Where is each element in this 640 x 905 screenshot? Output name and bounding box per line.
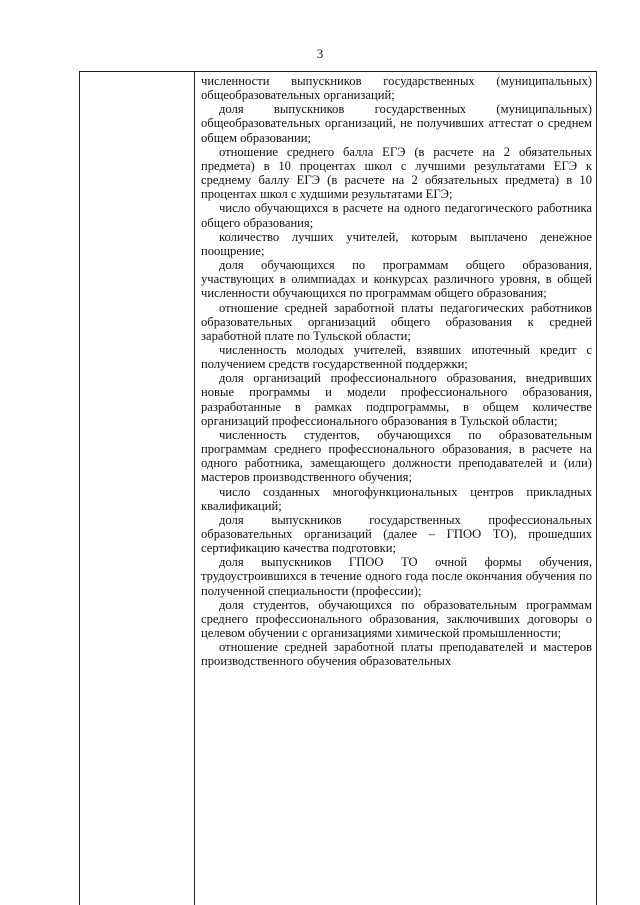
paragraph: численность студентов, обучающихся по образовательным программам среднего профессионального образования, в расчете на одного работника, замещающего должности преподавателей и (или) мастеров производственного обучения; bbox=[201, 427, 592, 485]
paragraph: доля организаций профессионального образования, внедривших новые программы и модели профессионального образования, разработанные в рамках подпрограммы, в общем количестве организаций профессионального образования в Тульской области; bbox=[201, 371, 592, 428]
paragraph: отношение средней заработной платы преподавателей и мастеров производственного обучения образовательных bbox=[201, 640, 592, 669]
paragraph: количество лучших учителей, которым выплачено денежное поощрение; bbox=[201, 229, 592, 258]
paragraph: доля выпускников государственных (муниципальных) общеобразовательных организаций, не получивших аттестат о среднем общем образовании; bbox=[201, 102, 592, 145]
paragraph: доля студентов, обучающихся по образовательным программам среднего профессионального образования, заключивших договоры о целевом обучении с организациями химической промышленности; bbox=[201, 597, 592, 641]
paragraph: численности выпускников государственных (муниципальных) общеобразовательных организаций; bbox=[201, 74, 592, 103]
paragraph: численность молодых учителей, взявших ипотечный кредит с получением средств государственной поддержки; bbox=[201, 342, 592, 372]
table-text-cell bbox=[201, 74, 592, 669]
column-divider bbox=[194, 72, 195, 905]
paragraph: число созданных многофункциональных центров прикладных квалификаций; bbox=[201, 484, 592, 513]
paragraph: отношение среднего балла ЕГЭ (в расчете на 2 обязательных предмета) в 10 процентах школ с лучшими результатами ЕГЭ к среднему баллу ЕГЭ (в расчете на 2 обязательных предмета) в 10 процентах школ с худшими результатами ЕГЭ; bbox=[201, 144, 592, 202]
paragraph: доля выпускников ГПОО ТО очной формы обучения, трудоустроившихся в течение одного года после окончания обучения по полученной специальности (профессии); bbox=[201, 555, 592, 598]
document-table bbox=[79, 71, 597, 905]
page-number: 3 bbox=[316, 46, 324, 61]
paragraph: отношение средней заработной платы педагогических работников образовательных организаций общего образования к средней заработной плате по Тульской области; bbox=[201, 300, 592, 343]
paragraph: доля обучающихся по программам общего образования, участвующих в олимпиадах и конкурсах различного уровня, в общей численности обучающихся по программам общего образования; bbox=[201, 258, 592, 301]
paragraph: доля выпускников государственных профессиональных образовательных организаций (далее – ГПОО ТО), прошедших сертификацию качества подготовки; bbox=[201, 512, 592, 556]
paragraph: число обучающихся в расчете на одного педагогического работника общего образования; bbox=[201, 201, 592, 230]
